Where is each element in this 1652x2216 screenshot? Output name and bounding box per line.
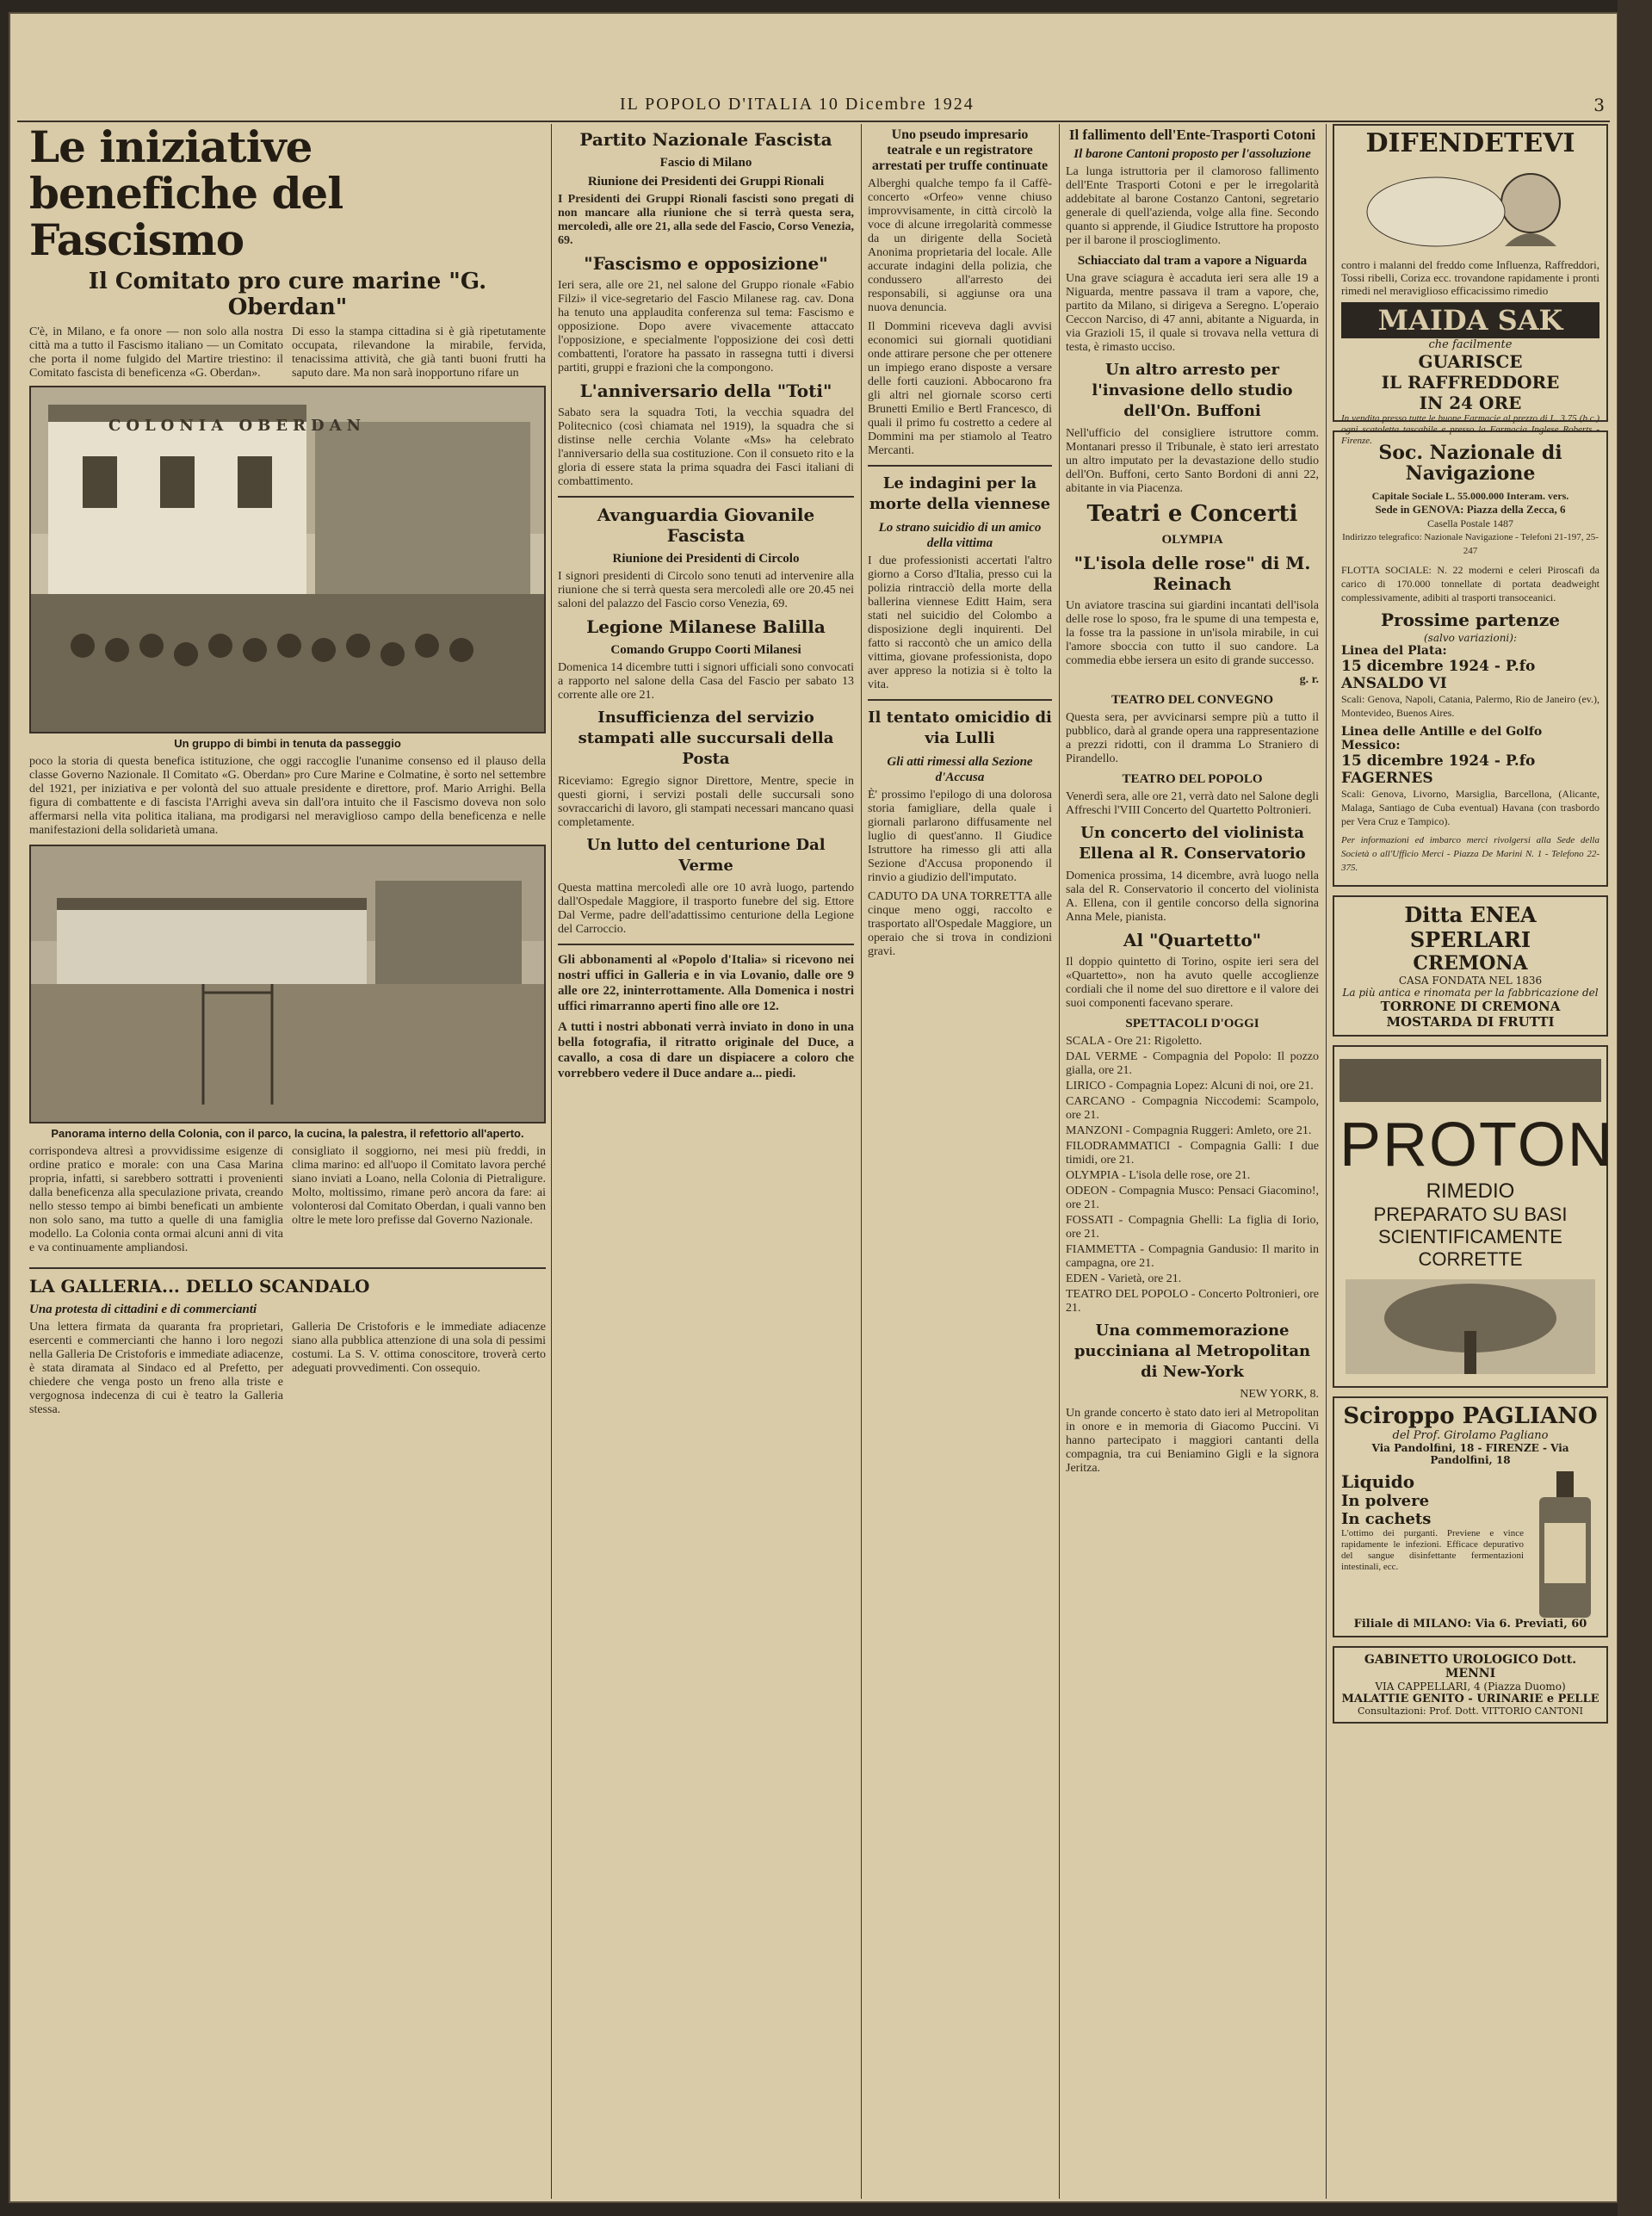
- ad-sperlari: [1333, 895, 1608, 1037]
- subheadline: Il Comitato pro cure marine "G. Oberdan": [88, 269, 487, 320]
- abbonamenti-notice-2: A tutti i nostri abbonati verrà inviato in dono in una bella fotografia, il ritratto originale del Duce, a cavallo, a cosa di dare un dispiacere a coloro che vorrebbero vedere il Duce andare a... piedi.: [558, 1020, 854, 1080]
- viennese-body: I due professionisti accertati l'altro giorno a Corso d'Italia, presso cui la polizia rintracciò della morte della ballerina viennese Editt Haim, sera stati nel suicidio del Colombo a disposizione degli inquirenti. Del fatto si raccontò che un amico della vittima, giovane professionista, dopo aver appreso la notizia si è tolto la vita.: [868, 554, 1052, 691]
- ad-proton-band: [1340, 1059, 1601, 1102]
- ad-telefoni: Indirizzo telegrafico: Nazionale Navigazione - Telefoni 21-197, 25-247: [1342, 532, 1599, 556]
- ad-preparato: PREPARATO SU BASI: [1373, 1204, 1568, 1225]
- galleria-body: Galleria De Cristoforis e le immediate adiacenze siano alla pubblica attenzione di una sola di pessimi costumi. La S. V. ottima conoscitore, troverà certo adeguati provvedimenti. Con ossequio.: [292, 1321, 546, 1375]
- page-edge: [1618, 0, 1652, 2216]
- ad-mostarda: MOSTARDA DI FRUTTI: [1386, 1014, 1555, 1030]
- ad-price: In vendita presso tutte le buone Farmacie al prezzo di L. 3.75 (b.c.) ogni scatoletta tascabile e presso la Farmacia Inglese Roberts - Firenze.: [1341, 413, 1599, 446]
- spettacolo-item: FIAMMETTA - Compagnia Gandusio: Il marito in campagna, ore 21.: [1066, 1243, 1319, 1270]
- reinach-signature: g. r.: [1299, 673, 1319, 686]
- bottle-icon: [1531, 1471, 1599, 1618]
- article-lead: C'è, in Milano, e fa onore — non solo alla nostra città ma a tutto il Fascismo italiano — un Comitato che porta il nome fulgido del Martire triestino: il Comitato fascista di beneficenza «G. Oberdan».: [29, 325, 283, 380]
- spettacolo-item: LIRICO - Compagnia Lopez: Alcuni di noi, ore 21.: [1066, 1080, 1314, 1093]
- column-beneficenza: [29, 121, 546, 1422]
- spettacolo-item: SCALA - Ore 21: Rigoletto.: [1066, 1035, 1203, 1048]
- convegno-body: Questa sera, per avvicinarsi sempre più a tutto il pubblico, darà al grande opera una rappresentazione a prezzi ridotti, con il dramma Lo Straniero di Pirandello.: [1066, 711, 1319, 765]
- spettacolo-item: TEATRO DEL POPOLO - Concerto Poltronieri, ore 21.: [1066, 1288, 1319, 1315]
- ad-address: VIA CAPPELLARI, 4 (Piazza Duomo): [1375, 1681, 1566, 1693]
- ad-salvo: (salvo variazioni):: [1424, 632, 1517, 644]
- riunione-title: Riunione dei Presidenti dei Gruppi Rionali: [587, 175, 825, 189]
- puccini-dateline: NEW YORK, 8.: [1240, 1388, 1319, 1401]
- tentato-body: È' prossimo l'epilogo di una dolorosa storia famigliare, della quale i giornali parlarono diffusamente nel luglio di quest'anno. Il Giudice Istruttore ha rimesso gli atti alla Sezione d'Accusa proponendo il rinvio a giudizio dell'imputato.: [868, 789, 1052, 884]
- column-cronaca: [868, 124, 1052, 964]
- ad-guarisce: GUARISCE: [1418, 351, 1523, 372]
- toti-title: L'anniversario della "Toti": [579, 381, 832, 401]
- galleria-body: Una lettera firmata da quaranta fra proprietari, esercenti e commercianti che hanno i loro negozi nella Galleria De Cristoforis e immediate adiacenze, è stata diramata al Sindaco ed al Prefetto, per chiedere che venga posto un freno alla triste e vergognosa indecenza di cui è teatro la Galleria stessa.: [29, 1321, 283, 1416]
- column-rule: [551, 124, 552, 2199]
- ad-scientific: SCIENTIFICAMENTE: [1378, 1226, 1562, 1247]
- galleria-headline: LA GALLERIA... DELLO SCANDALO: [29, 1276, 370, 1297]
- posta-body: Riceviamo: Egregio signor Direttore, Mentre, specie in questi giorni, i servizi postali delle succursali sono sovraccarichi di lavoro, gli stampati necessari mancano quasi completamente.: [558, 775, 854, 829]
- toti-body: Sabato sera la squadra Toti, la vecchia squadra del Politecnico (così chiamata nel 1919), la squadra che si distinse nelle cerchia Volante «Ms» ha celebrato l'anniversario della sua costituzione. Con il consueto rito e la gloria di essere stata la prima squadra dei Fasci italiani di combattimento.: [558, 406, 854, 488]
- ad-maidasak: [1333, 124, 1608, 446]
- ad-proton: [1333, 1045, 1614, 1388]
- ad-torrone: TORRONE DI CREMONA: [1380, 999, 1561, 1014]
- ad-body: L'ottimo dei purganti. Previene e vince rapidamente le infezioni. Efficace depurativo del sangue disinfettante fermentazioni intestinali, ecc.: [1341, 1528, 1524, 1572]
- popolo-title: TEATRO DEL POPOLO: [1122, 772, 1263, 786]
- photo-caption: Un gruppo di bimbi in tenuta da passeggio: [174, 737, 401, 750]
- convegno-title: TEATRO DEL CONVEGNO: [1111, 693, 1274, 707]
- reinach-body: Un aviatore trascina sui giardini incantati dell'isola delle rose lo sposo, fra le spume di una tempesta e, la fosse tra la passione in un'isola mirabile, in cui l'amore sboccia con tutto il suo candore. La commedia ebbe iersera un esito di grande successo.: [1066, 599, 1319, 667]
- avanguardia-title: Avanguardia Giovanile Fascista: [597, 504, 815, 546]
- fallimento-body: La lunga istruttoria per il clamoroso fallimento dell'Ente Trasporti Cotoni e per le irregolarità addebitate al barone Costanzo Cantoni, segretario generale di quell'azienda, volge alla fine. Secondo quanto si apprende, il Giudice Istruttore ha proposto per il barone il proscioglimento.: [1066, 165, 1319, 247]
- caduto-body: CADUTO DA UNA TORRETTA alle cinque meno oggi, raccolto e trasportato all'Ospedale Maggiore, un operaio che si trova in condizioni gravi.: [868, 890, 1052, 958]
- impresario-body: Alberghi qualche tempo fa il Caffè-concerto «Orfeo» venne chiuso improvvisamente, in città circolò la voce di alcune irregolarità commesse da un dirigente della Società Anonima proprietaria del locale. Alle accurate indagini della polizia, che condussero all'arresto dei responsabili, si aggiunse ora una nuova denuncia.: [868, 177, 1052, 314]
- ad-title: Soc. Nazionale di Navigazione: [1378, 442, 1562, 485]
- spettacolo-item: OLYMPIA - L'isola delle rose, ore 21.: [1066, 1169, 1251, 1182]
- fallimento-subtitle: Il barone Cantoni proposto per l'assoluzione: [1073, 147, 1311, 161]
- photo-colonia-panorama: [29, 845, 546, 1123]
- pnf-subtitle: Fascio di Milano: [659, 156, 752, 170]
- fallimento-title: Il fallimento dell'Ente-Trasporti Cotoni: [1068, 127, 1316, 143]
- photo-caption: Panorama interno della Colonia, con il parco, la cucina, la palestra, il refettorio all'aperto.: [51, 1127, 524, 1140]
- ad-brand: MAIDA SAK: [1341, 302, 1599, 338]
- headline: Le iniziative benefiche del Fascismo: [29, 121, 343, 265]
- pnf-title: Partito Nazionale Fascista: [579, 129, 832, 150]
- divider: [868, 465, 1052, 467]
- article-lead-2: Di esso la stampa cittadina si è già ripetutamente occupata, rilevandone la mirabile, fervida, tenacissima attività, che già tanti buoni frutti ha saputo dare. Ma non sarà inopportuno rifare un: [292, 325, 546, 380]
- puccini-title: Una commemorazione pucciniana al Metropolitan di New-York: [1073, 1322, 1311, 1381]
- ad-title: GABINETTO UROLOGICO Dott. MENNI: [1364, 1653, 1577, 1681]
- column-rule: [861, 124, 862, 2199]
- ad-liquido: Liquido: [1341, 1471, 1415, 1492]
- ad-founded: CASA FONDATA NEL 1836: [1398, 975, 1543, 987]
- abbonamenti-notice: Gli abbonamenti al «Popolo d'Italia» si ricevono nei nostri uffici in Galleria e in via Lovanio, dalle ore 9 alle ore 22, ininterrottamente. Alla Domenica i nostri uffici rimarranno aperti fino alle ore 12.: [558, 953, 854, 1013]
- tentato-subtitle: Gli atti rimessi alla Sezione d'Accusa: [887, 755, 1033, 784]
- viennese-subtitle: Lo strano suicidio di un amico della vittima: [878, 521, 1042, 550]
- article-body: consigliato il soggiorno, nei mesi più freddi, in clima marino: ed all'uopo il Comitato lavora perché siano inviati a Loano, nella Colonia di Pietraligure. Molto, moltissimo, rimane però ancora da fare: ai volonterosi dal Comitato Oberdan, i quali vanno ben oltre le mete loro prefisse dal Governo Nazionale.: [292, 1145, 546, 1227]
- fascismo-title: "Fascismo e opposizione": [584, 253, 828, 274]
- spettacolo-item: EDEN - Varietà, ore 21.: [1066, 1272, 1182, 1285]
- masthead: [17, 95, 1610, 122]
- spettacolo-item: FILODRAMMATICI - Compagnia Galli: I due timidi, ore 21.: [1066, 1140, 1319, 1167]
- teatri-title: Teatri e Concerti: [1086, 501, 1298, 527]
- quartetto-body: Il doppio quintetto di Torino, ospite ieri sera del «Quartetto», non ha avuto quelle accoglienze cordiali che il nome del suo direttore e il valore dei suoi componenti facevano sperare.: [1066, 956, 1319, 1010]
- man-portrait-icon: [1341, 160, 1599, 255]
- ad-linea-antille: Linea delle Antille e del Golfo Messico:: [1341, 725, 1543, 752]
- ad-brand-sub: che facilmente: [1428, 338, 1513, 351]
- impresario-body-2: Il Dommini riceveva dagli avvisi economici sui giornali quotidiani onde attirare persone che per ottenere un impiego erano disposte a versare delle forti cauzioni. Abbocarono fra gli altri nel giornale scorso certi Brunetti Emilio e Bertl Francesco, di quali il primo fu costretto a cedere al Dommini ma per stiamolo al Teatro Mercanti.: [868, 320, 1052, 457]
- galleria-subhead: Una protesta di cittadini e di commercianti: [29, 1303, 257, 1316]
- tram-body: Una grave sciagura è accaduta ieri sera alle 19 a Niguarda, mentre passava il tram a vapore, che, partito da Milano, si dirigeva a Seregno. L'operaio Ceccon Narciso, di 47 anni, abitante a Niguarda, in via Grazioli 15, il quale si trovava nella vettura di testa, è rimasto ucciso.: [1066, 272, 1319, 354]
- spettacoli-title: SPETTACOLI D'OGGI: [1125, 1017, 1259, 1031]
- ad-body: La più antica e rinomata per la fabbricazione del: [1342, 987, 1599, 999]
- column-fascio: [558, 124, 854, 1086]
- reinach-title: "L'isola delle rose" di M. Reinach: [1073, 553, 1311, 594]
- legione-subtitle: Comando Gruppo Coorti Milanesi: [610, 643, 801, 657]
- lutto-body: Questa mattina mercoledì alle ore 10 avrà luogo, partendo dall'Ospedale Maggiore, il trasporto funebre del sig. Ettore Dal Verme, padre dell'adattissimo centurione della Legione del Carroccio.: [558, 882, 854, 936]
- ad-raffreddore: IL RAFFREDDORE: [1381, 372, 1560, 393]
- article-body: poco la storia di questa benefica istituzione, che oggi raccoglie l'unanime consenso ed il plauso della classe Governo Nazionale. Il Comitato «G. Oberdan» pro Cure Marine e Colmatine, è sorto nel settembre del 1921, per iniziativa e per volontà del suo attuale presidente e direttore, prof. Mario Arrighi. Bella figura di combattente e di fascista l'Arrighi aveva sin dall'ora intuito che il Fascismo doveva non solo affermarsi nella vita politica italiana, ma prodigarsi nel meraviglioso campo della beneficenza e nelle manifestazioni della solidarietà umana.: [29, 755, 546, 837]
- buffoni-title: Un altro arresto per l'invasione dello studio dell'On. Buffoni: [1092, 361, 1293, 420]
- ad-fagernes-scali: Scali: Genova, Livorno, Marsiglia, Barcellona, (Alicante, Malaga, Santiago de Cuba eventual) Havana (con trasbordo per Vera Cruz e Tampico).: [1341, 788, 1599, 827]
- ad-title: DIFENDETEVI: [1365, 128, 1575, 158]
- spettacoli-list: [1066, 1035, 1319, 1315]
- tentato-title: Il tentato omicidio di via Lulli: [868, 709, 1052, 747]
- column-ads: [1333, 124, 1614, 1732]
- photo-panorama-image: [31, 846, 544, 1122]
- dateline: IL POPOLO D'ITALIA 10 Dicembre 1924: [620, 95, 974, 114]
- spettacolo-item: ODEON - Compagnia Musco: Pensaci Giacomino!, ore 21.: [1066, 1185, 1319, 1211]
- ellena-title: Un concerto del violinista Ellena al R. Conservatorio: [1079, 824, 1306, 863]
- newspaper-page: [9, 12, 1618, 2203]
- ad-24-ore: IN 24 ORE: [1419, 393, 1522, 413]
- divider: [558, 944, 854, 945]
- riunione-body: I Presidenti dei Gruppi Rionali fascisti sono pregati di non mancare alla riunione che si terrà questa sera, mercoledì, alle ore 21, alla sede del Fascio, Corso Venezia, 69.: [558, 193, 854, 247]
- ad-foot: Consultazioni: Prof. Dott. VITTORIO CANTONI: [1358, 1705, 1583, 1717]
- spettacolo-item: MANZONI - Compagnia Ruggeri: Amleto, ore 21.: [1066, 1124, 1312, 1137]
- ad-info: Per informazioni ed imbarco merci rivolgersi alla Sede della Società o all'Ufficio Merci - Piazza De Marini N. 1 - Telefono 22-375.: [1341, 835, 1599, 873]
- ad-sede: Sede in GENOVA: Piazza della Zecca, 6: [1375, 503, 1566, 516]
- avanguardia-body: I signori presidenti di Circolo sono tenuti ad intervenire alla riunione che si terrà questa sera mercoledì alle ore 20.45 nei saloni del palazzo del Fascio corso Venezia, 69.: [558, 570, 854, 610]
- ad-subtitle: del Prof. Girolamo Pagliano: [1392, 1429, 1549, 1442]
- avanguardia-subtitle: Riunione dei Presidenti di Circolo: [612, 552, 800, 566]
- quartetto-title: Al "Quartetto": [1123, 930, 1262, 950]
- ad-body: MALATTIE GENITO - URINARIE e PELLE: [1341, 1693, 1599, 1705]
- ad-pagliano: [1333, 1396, 1608, 1637]
- posta-title: Insufficienza del servizio stampati alle succursali della Posta: [578, 709, 834, 768]
- ad-title: Ditta ENEA SPERLARI: [1404, 902, 1537, 952]
- buffoni-body: Nell'ufficio del consigliere istruttore comm. Montanari presso il Tribunale, è stato ieri arrestato un altro imputato per la devastazione dello studio dell'On. Buffoni, certo Santo Bordoni di anni 22, abitante in via Piacenza.: [1066, 427, 1319, 495]
- ad-polvere: In polvere: [1341, 1492, 1430, 1510]
- column-teatri: [1066, 124, 1319, 1481]
- article-body: corrispondeva altresì a provvidissime esigenze di ordine pratico e morale: con una Casa Marina propria, infatti, si sarebbero sottratti i provenienti dalla beneficenza alla speculazione privata, creando nello stesso tempo ai bimbi beneficati un ambiente non solo sano, ma tutto a quelle di una famiglia modello. La Colonia conta ormai alcuni anni di vita e va continuamente ampliandosi.: [29, 1145, 283, 1254]
- legione-body: Domenica 14 dicembre tutti i signori ufficiali sono convocati a rapporto nel salone della Casa del Fascio per sabato 13 corrente alle ore 21.: [558, 661, 854, 702]
- ad-corrette: CORRETTE: [1418, 1248, 1523, 1270]
- popolo-body: Venerdì sera, alle ore 21, verrà dato nel Salone degli Affreschi l'VIII Concerto del Quartetto Poltronieri.: [1066, 790, 1319, 817]
- ad-city: CREMONA: [1413, 952, 1528, 975]
- lutto-title: Un lutto del centurione Dal Verme: [586, 836, 826, 875]
- page-number: 3: [1593, 95, 1605, 115]
- ad-prossime: Prossime partenze: [1381, 610, 1560, 630]
- viennese-title: Le indagini per la morte della viennese: [869, 474, 1051, 513]
- puccini-body: Un grande concerto è stato dato ieri al Metropolitan in onore e in memoria di Giacomo Puccini. Vi hanno partecipato i maggiori cantanti della compagnia, tra cui Beniamino Gigli e la signora Jeritza.: [1066, 1407, 1319, 1475]
- ad-flotta: FLOTTA SOCIALE: N. 22 moderni e celeri Piroscafi da carico di 170.000 tonnellate di portata deadweight complessivamente, adibiti al trasporti transoceanici.: [1341, 564, 1599, 604]
- ad-navigazione: [1333, 430, 1608, 887]
- ad-title: PROTON: [1340, 1111, 1614, 1179]
- ad-cachets: In cachets: [1341, 1510, 1432, 1528]
- ad-linea-plata: Linea del Plata:: [1341, 644, 1447, 658]
- ad-rimedio: RIMEDIO: [1426, 1179, 1515, 1203]
- tram-title: Schiacciato dal tram a vapore a Niguarda: [1077, 254, 1308, 268]
- ad-urologico: [1333, 1646, 1608, 1724]
- ad-casella: Casella Postale 1487: [1427, 517, 1513, 529]
- impresario-title: Uno pseudo impresario teatrale e un registratore arrestati per truffe continuate: [871, 127, 1049, 173]
- divider: [868, 699, 1052, 701]
- divider: [558, 496, 854, 498]
- ad-ansaldo: 15 dicembre 1924 - P.fo ANSALDO VI: [1341, 658, 1536, 692]
- spettacolo-item: CARCANO - Compagnia Niccodemi: Scampolo, ore 21.: [1066, 1095, 1319, 1122]
- ellena-body: Domenica prossima, 14 dicembre, avrà luogo nella sala del R. Conservatorio il concerto del violinista A. Ellena, con il gentile concorso della signorina Anna Mele, pianista.: [1066, 870, 1319, 924]
- olympia-label: OLYMPIA: [1161, 533, 1223, 547]
- ad-capital: Capitale Sociale L. 55.000.000 Interam. vers.: [1371, 490, 1569, 502]
- legione-title: Legione Milanese Balilla: [586, 616, 826, 637]
- column-rule: [1059, 124, 1060, 2199]
- ad-fagernes: 15 dicembre 1924 - P.fo FAGERNES: [1341, 752, 1536, 787]
- photo-colonia-children: [29, 386, 546, 734]
- spettacolo-item: FOSSATI - Compagnia Ghelli: La figlia di Iorio, ore 21.: [1066, 1214, 1319, 1241]
- spettacolo-item: DAL VERME - Compagnia del Popolo: Il pozzo gialla, ore 21.: [1066, 1050, 1319, 1077]
- column-rule: [1326, 124, 1327, 2199]
- tree-illustration-icon: [1346, 1279, 1595, 1374]
- fascismo-body: Ieri sera, alle ore 21, nel salone del Gruppo rionale «Fabio Filzi» il vice-segretario del Fascio Milanese rag. cav. Dona ha tenuto una applaudita conferenza sul tema: Fascismo e opposizione. Dopo avere vivacemente attaccato l'opposizione, e specialmente l'opposizione dei così detti combattenti, l'oratore ha passato in rassegna tutti i diversi partiti, gruppi e frazioni che la compongono.: [558, 279, 854, 374]
- ad-address: Via Pandolfini, 18 - FIRENZE - Via Pandolfini, 18: [1371, 1442, 1569, 1466]
- ad-filiale: Filiale di MILANO: Via 6. Previati, 60: [1353, 1618, 1587, 1631]
- divider: [29, 1267, 546, 1269]
- photo-colonia-image: [31, 387, 544, 732]
- ad-ansaldo-scali: Scali: Genova, Napoli, Catania, Palermo, Rio de Janeiro (ev.), Montevideo, Buenos Aires.: [1341, 693, 1599, 719]
- ad-body: contro i malanni del freddo come Influenza, Raffreddori, Tossi ribelli, Coriza ecc. trovandone rapidamente i pronti rimedi nel meraviglioso efficacissimo rimedio: [1341, 258, 1599, 297]
- ad-title: Sciroppo PAGLIANO: [1343, 1403, 1598, 1429]
- colonia-sign: COLONIA OBERDAN: [108, 417, 367, 435]
